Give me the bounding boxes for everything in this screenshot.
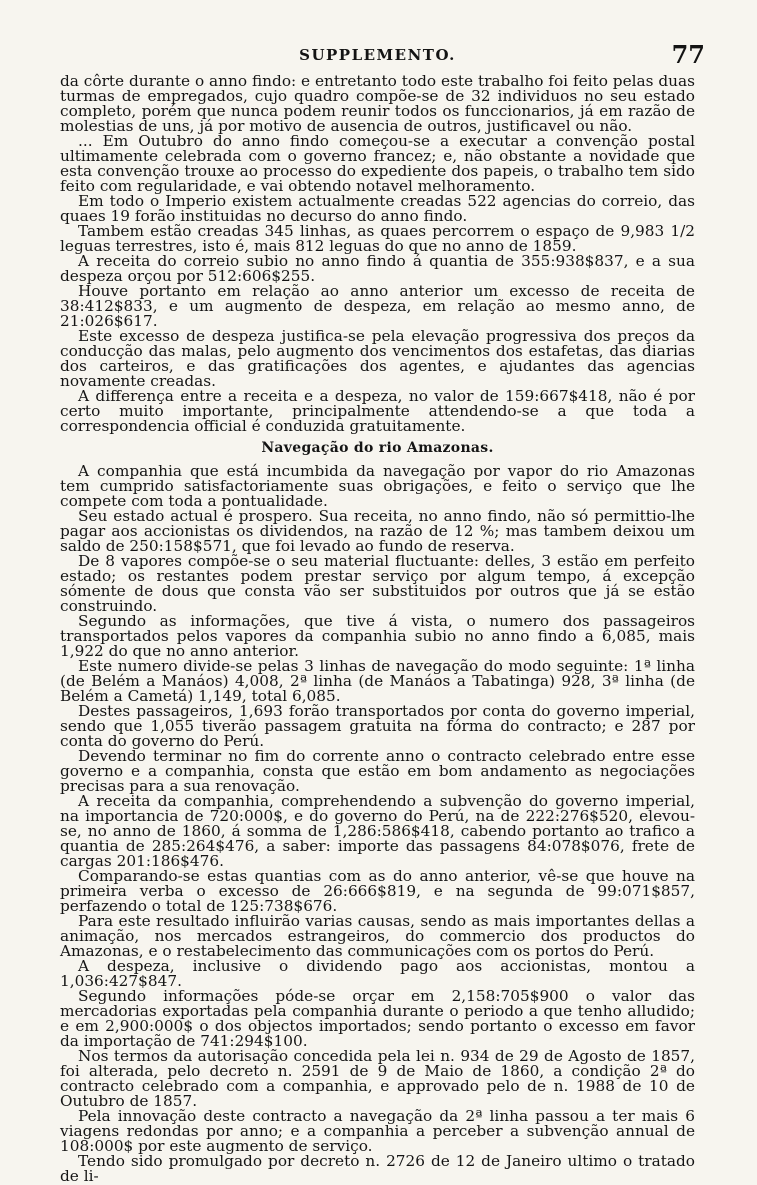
paragraph: Segundo as informações, que tive á vista, o numero dos passageiros transportados pelos vapores da companhia subio no anno findo a 6,085, mais 1,922 do que no anno anterior.: [60, 612, 695, 660]
paragraph: da côrte durante o anno findo: e entretanto todo este trabalho foi feito pelas duas turmas de empregados, cujo quadro compõe-se de 32 individuos no seu estado completo, porém que nunca podem reunir todos os funccionarios, já em razão de molestias de uns, já por motivo de ausencia de outros, justificavel ou não.: [60, 72, 695, 135]
paragraph: ... Em Outubro do anno findo começou-se a executar a convenção postal ultimamente celebrada com o governo francez; e, não obstante a novidade que esta convenção trouxe ao processo do expediente dos papeis, o trabalho tem sido feito com regularidade, e vai obtendo notavel melhoramento.: [60, 132, 695, 195]
running-title: SUPPLEMENTO.: [299, 46, 456, 64]
paragraph: A despeza, inclusive o dividendo pago aos accionistas, montou a 1,036:427$847.: [60, 957, 695, 990]
paragraph: Pela innovação deste contracto a navegação da 2ª linha passou a ter mais 6 viagens redondas por anno; e a companhia a perceber a subvenção annual de 108:000$ por este augmento de serviço.: [60, 1107, 695, 1155]
paragraph: Este numero divide-se pelas 3 linhas de navegação do modo seguinte: 1ª linha (de Belém a Manáos) 4,008, 2ª linha (de Manáos a Tabatinga) 928, 3ª linha (de Belém a Cametá) 1,149, total 6,085.: [60, 657, 695, 705]
section-heading: Navegação do rio Amazonas.: [261, 440, 494, 456]
paragraph: Devendo terminar no fim do corrente anno o contracto celebrado entre esse governo e a companhia, consta que estão em bom andamento as negociações precisas para a sua renovação.: [60, 747, 695, 795]
paragraph: Tendo sido promulgado por decreto n. 2726 de 12 de Janeiro ultimo o tratado de li-: [60, 1152, 695, 1185]
paragraph: A companhia que está incumbida da navegação por vapor do rio Amazonas tem cumprido satisfactoriamente suas obrigações, e feito o serviço que lhe compete com toda a pontualidade.: [60, 462, 695, 510]
paragraph: A receita do correio subio no anno findo á quantia de 355:938$837, e a sua despeza orçou por 512:606$255.: [60, 252, 695, 285]
body-text: [60, 74, 695, 1184]
paragraph: A receita da companhia, comprehendendo a subvenção do governo imperial, na importancia de 720:000$, e do governo do Perú, na de 222:276$520, elevou-se, no anno de 1860, á somma de 1,286:586$418, cabendo portanto ao trafico a quantia de 285:264$476, a saber: importe das passagens 84:078$076, frete de cargas 201:186$476.: [60, 792, 695, 870]
paragraph: Nos termos da autorisação concedida pela lei n. 934 de 29 de Agosto de 1857, foi alterada, pelo decreto n. 2591 de 9 de Maio de 1860, a condição 2ª do contracto celebrado com a companhia, e approvado pelo de n. 1988 de 10 de Outubro de 1857.: [60, 1047, 695, 1110]
paragraph: Para este resultado influirão varias causas, sendo as mais importantes dellas a animação, nos mercados estrangeiros, do commercio dos productos do Amazonas, e o restabelecimento das communicações com os portos do Perú.: [60, 912, 695, 960]
paragraph: Seu estado actual é prospero. Sua receita, no anno findo, não só permittio-lhe pagar aos accionistas os dividendos, na razão de 12 %; mas tambem deixou um saldo de 250:158$571, que foi levado ao fundo de reserva.: [60, 507, 695, 555]
paragraph: De 8 vapores compõe-se o seu material fluctuante: delles, 3 estão em perfeito estado; os restantes podem prestar serviço por algum tempo, á excepção sómente de dous que consta vão ser substituidos por outros que já se estão construindo.: [60, 552, 695, 615]
paragraph: Comparando-se estas quantias com as do anno anterior, vê-se que houve na primeira verba o excesso de 26:666$819, e na segunda de 99:071$857, perfazendo o total de 125:738$676.: [60, 867, 695, 915]
paragraph: Destes passageiros, 1,693 forão transportados por conta do governo imperial, sendo que 1,055 tiverão passagem gratuita na fórma do contracto; e 287 por conta do governo do Perú.: [60, 702, 695, 750]
paragraph: Este excesso de despeza justifica-se pela elevação progressiva dos preços da conducção das malas, pelo augmento dos vencimentos dos estafetas, das diarias dos carteiros, e das gratificações dos agentes, e ajudantes das agencias novamente creadas.: [60, 327, 695, 390]
page-number: 77: [671, 40, 705, 69]
paragraph: Segundo informações póde-se orçar em 2,158:705$900 o valor das mercadorias exportadas pela companhia durante o periodo a que tenho alludido; e em 2,900:000$ o dos objectos importados; sendo portanto o excesso em favor da importação de 741:294$100.: [60, 987, 695, 1050]
paragraph: Tambem estão creadas 345 linhas, as quaes percorrem o espaço de 9,983 1/2 leguas terrestres, isto é, mais 812 leguas do que no anno de 1859.: [60, 222, 695, 255]
paragraph: Em todo o Imperio existem actualmente creadas 522 agencias do correio, das quaes 19 forão instituidas no decurso do anno findo.: [60, 192, 695, 225]
page-header: [60, 40, 705, 74]
paragraph: Houve portanto em relação ao anno anterior um excesso de receita de 38:412$833, e um augmento de despeza, em relação ao mesmo anno, de 21:026$617.: [60, 282, 695, 330]
paragraph: A differença entre a receita e a despeza, no valor de 159:667$418, não é por certo muito importante, principalmente attendendo-se a que toda a correspondencia official é conduzida gratuitamente.: [60, 387, 695, 435]
